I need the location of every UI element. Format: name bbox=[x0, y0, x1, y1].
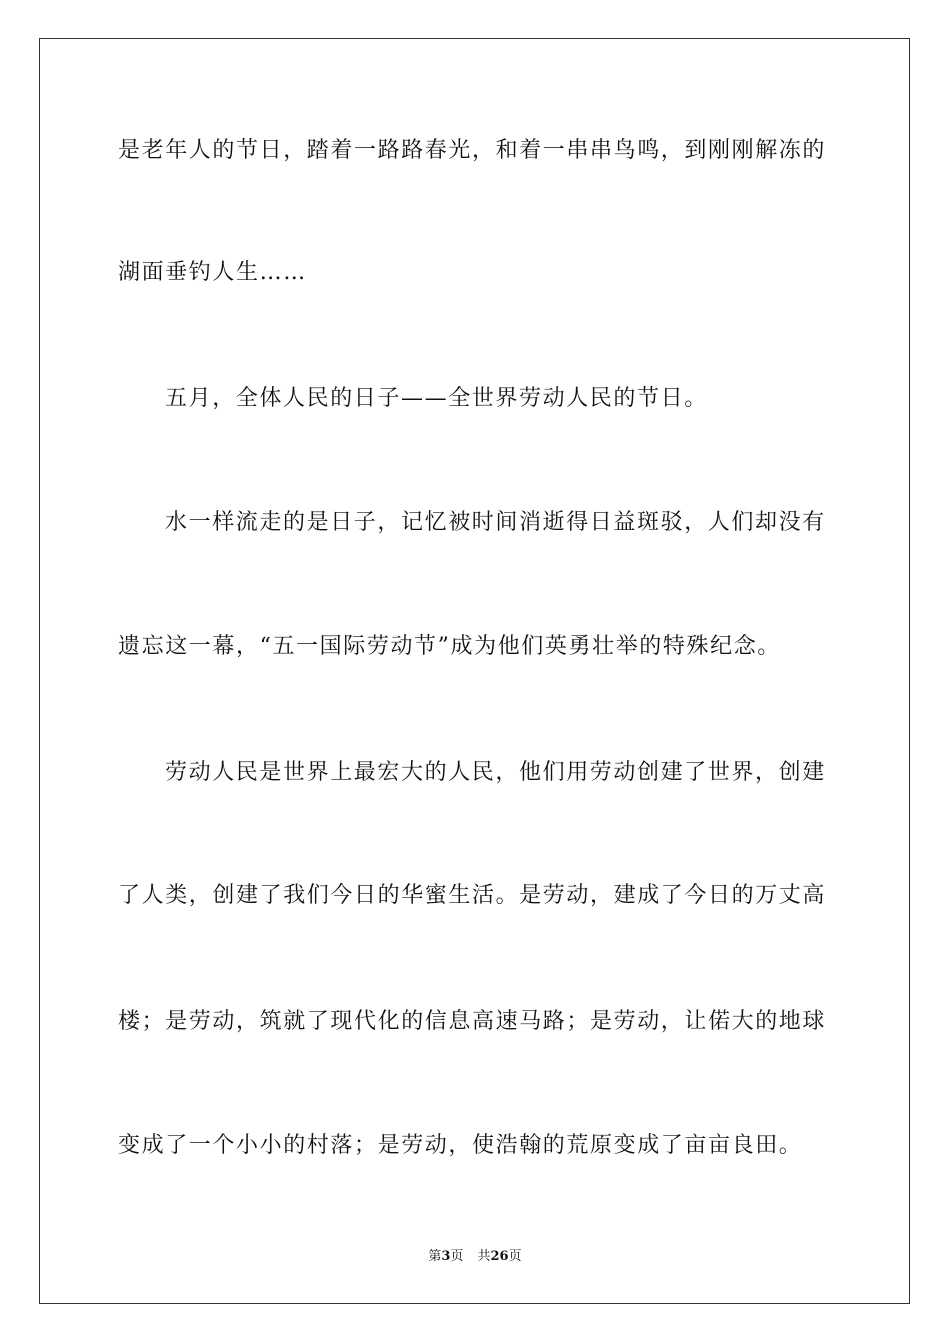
total-suffix: 页 bbox=[508, 1249, 522, 1264]
text-line-1: 是老年人的节日，踏着一路路春光，和着一串串鸟鸣，到刚刚解冻的 bbox=[118, 138, 827, 163]
text-line-5: 遗忘这一幕，“五一国际劳动节”成为他们英勇壮举的特殊纪念。 bbox=[118, 634, 781, 659]
text-line-2: 湖面垂钓人生…… bbox=[118, 260, 307, 285]
paragraph-start-1: 五月，全体人民的日子——全世界劳动人民的节日。 bbox=[165, 386, 708, 411]
page-footer bbox=[0, 1248, 950, 1266]
paragraph-start-3: 劳动人民是世界上最宏大的人民，他们用劳动创建了世界，创建 bbox=[165, 760, 826, 785]
text-line-9: 变成了一个小小的村落；是劳动，使浩翰的荒原变成了亩亩良田。 bbox=[118, 1133, 803, 1158]
total-pages: 26 bbox=[490, 1249, 509, 1264]
text-line-8: 楼；是劳动，筑就了现代化的信息高速马路；是劳动，让偌大的地球 bbox=[118, 1009, 827, 1034]
page-suffix: 页 bbox=[450, 1249, 464, 1264]
paragraph-start-2: 水一样流走的是日子，记忆被时间消逝得日益斑驳，人们却没有 bbox=[165, 510, 826, 535]
total-prefix: 共 bbox=[477, 1249, 491, 1264]
text-line-7: 了人类，创建了我们今日的华蜜生活。是劳动，建成了今日的万丈高 bbox=[118, 883, 827, 908]
page-number: 3 bbox=[441, 1249, 451, 1264]
page-border bbox=[39, 38, 910, 1304]
page-prefix: 第 bbox=[428, 1249, 442, 1264]
